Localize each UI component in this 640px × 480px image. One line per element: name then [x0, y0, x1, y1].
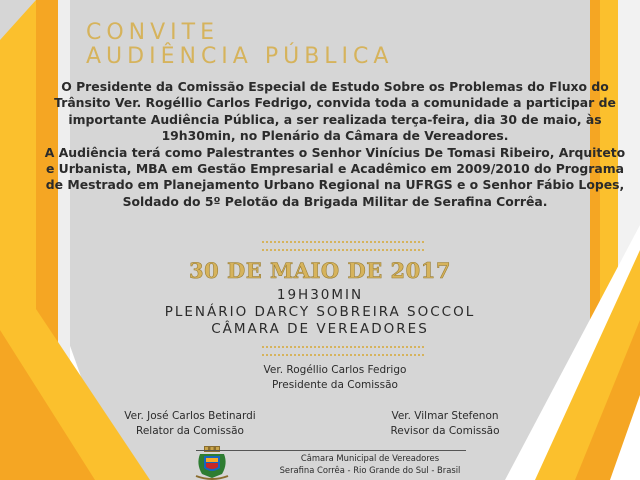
signature-role: Relator da Comissão [136, 425, 244, 437]
signature-name: Ver. Vilmar Stefenon [391, 410, 499, 422]
event-time: 19H30MIN [276, 287, 364, 303]
footer [240, 452, 500, 476]
invitation-title: CONVITE [86, 20, 220, 45]
signature-rapporteur [110, 409, 270, 439]
signature-reviewer [360, 409, 530, 439]
signature-president [220, 363, 450, 393]
signature-role: Presidente da Comissão [272, 379, 398, 391]
signature-name: Ver. José Carlos Betinardi [124, 410, 256, 422]
signature-name: Ver. Rogéllio Carlos Fedrigo [263, 364, 407, 376]
intro-paragraph-2: A Audiência terá como Palestrantes o Senhor Vinícius De Tomasi Ribeiro, Arquiteto e Urbanista, MBA em Gestão Empresarial e Acadêmico em 2009/2010 do Programa de Mestrado em Planejamento Urbano Regional na UFRGS e o Senhor Fábio Lopes, Soldado do 5º Pelotão da Brigada Militar de Serafina Corrêa. [44, 144, 626, 209]
hearing-title: AUDIÊNCIA PÚBLICA [86, 44, 394, 69]
footer-institution: Câmara Municipal de Vereadores [300, 453, 440, 463]
event-place: CÂMARA DE VEREADORES [211, 321, 429, 337]
signature-role: Revisor da Comissão [390, 425, 500, 437]
divider-bottom [262, 346, 424, 356]
footer-location: Serafina Corrêa - Rio Grande do Sul - Brasil [279, 465, 461, 475]
footer-rule [196, 450, 466, 451]
event-date: 30 DE MAIO DE 2017 [188, 258, 451, 283]
event-venue: PLENÁRIO DARCY SOBREIRA SOCCOL [164, 304, 476, 320]
invitation-text [40, 79, 630, 210]
intro-paragraph-1: O Presidente da Comissão Especial de Estudo Sobre os Problemas do Fluxo do Trânsito Ver. Rogéllio Carlos Fedrigo, convida toda a comunidade a participar de importante Audiência Pública, a ser realizada terça-feira, dia 30 de maio, às 19h30min, no Plenário da Câmara de Vereadores. [54, 79, 616, 144]
municipal-coat-of-arms-icon [192, 446, 232, 480]
divider-top [262, 241, 424, 251]
